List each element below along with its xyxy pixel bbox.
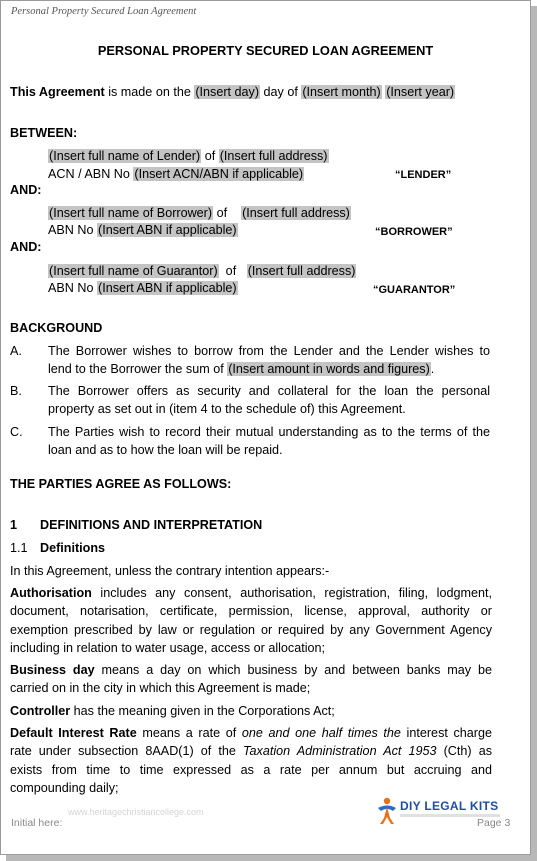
subsection-1-1-number: 1.1 (10, 541, 28, 555)
document-title: PERSONAL PROPERTY SECURED LOAN AGREEMENT (97, 43, 434, 58)
background-b-line-2: property as set out in (item 4 to the schedule of) this Agreement. (48, 402, 406, 417)
logo-text: DIY LEGAL KITS (400, 799, 499, 813)
def-business-day-term: Business day (10, 663, 95, 677)
lender-tag: “LENDER” (395, 169, 452, 181)
borrower-address-field[interactable]: (Insert full address) (242, 206, 350, 220)
lender-of: of (201, 149, 219, 163)
page-shadow-bottom (6, 855, 537, 861)
background-c-label: C. (10, 425, 23, 439)
background-b-text (48, 382, 490, 419)
borrower-name-field[interactable]: (Insert full name of Borrower) (49, 206, 213, 220)
page-shadow-right (531, 6, 537, 861)
subsection-1-1-title: Definitions (40, 541, 106, 555)
page-number: Page 3 (477, 817, 511, 829)
def-authorisation-line-2: document, notarisation, certificate, permission, license, approval, authority or (10, 604, 492, 619)
lender-acn-label: ACN / ABN No (48, 167, 134, 181)
def-default-line-3: exists from time to time expressed as a rate per annum but accruing and (10, 762, 492, 777)
borrower-of: of (213, 206, 242, 220)
initial-here-label: Initial here: (11, 817, 63, 829)
def-business-day-line-2: carried on in the city in which this Agreement is made; (10, 681, 311, 696)
watermark-text: www.heritagechristiancollege.com (68, 807, 204, 817)
definitions-intro: In this Agreement, unless the contrary intention appears:- (10, 564, 330, 578)
def-default-interest-rate (10, 724, 492, 797)
insert-month-field[interactable]: (Insert month) (302, 85, 381, 99)
and-heading-1: AND: (10, 183, 42, 197)
background-c-line-1: The Parties wish to record their mutual understanding as to the terms of the (48, 425, 490, 439)
borrower-line-1 (48, 205, 351, 221)
background-b-label: B. (10, 384, 22, 398)
intro-text-2: day of (260, 85, 302, 99)
intro-lead: This Agreement (10, 85, 105, 99)
def-default-line-4: compounding daily; (10, 780, 119, 795)
background-heading: BACKGROUND (10, 321, 103, 335)
section-1-title: DEFINITIONS AND INTERPRETATION (40, 518, 263, 532)
def-authorisation-term: Authorisation (10, 586, 92, 600)
guarantor-name-field[interactable]: (Insert full name of Guarantor) (49, 264, 218, 278)
intro-text-1: is made on the (104, 85, 195, 99)
borrower-abn-field[interactable]: (Insert ABN if applicable) (98, 223, 237, 237)
guarantor-abn-label: ABN No (48, 281, 97, 295)
lender-acn-field[interactable]: (Insert ACN/ABN if applicable) (134, 167, 304, 181)
background-a-text (48, 342, 490, 379)
borrower-abn-label: ABN No (48, 223, 97, 237)
guarantor-abn-field[interactable]: (Insert ABN if applicable) (98, 281, 237, 295)
guarantor-line-1 (48, 263, 356, 279)
background-b-line-1: The Borrower offers as security and collateral for the loan the personal (48, 384, 490, 398)
insert-year-field[interactable]: (Insert year) (386, 85, 455, 99)
parties-agree-heading: THE PARTIES AGREE AS FOLLOWS: (10, 477, 232, 491)
def-authorisation-line-4: including in relation to water usage, access or allocation; (10, 640, 326, 655)
guarantor-address-field[interactable]: (Insert full address) (247, 264, 356, 278)
background-a-label: A. (10, 344, 22, 358)
background-a-line-2: lend to the Borrower the sum of (Insert amount in words and figures). (48, 362, 435, 377)
insert-day-field[interactable]: (Insert day) (195, 85, 260, 99)
lender-address-field[interactable]: (Insert full address) (219, 149, 328, 163)
def-authorisation-line-1: Authorisation includes any consent, authorisation, registration, filing, lodgment, (10, 586, 492, 600)
def-default-term: Default Interest Rate (10, 726, 137, 740)
loan-amount-field[interactable]: (Insert amount in words and figures) (228, 362, 430, 377)
def-authorisation-line-3: exemption prescribed by law or regulation or required by any Government Agency (10, 622, 492, 637)
def-default-line-1: Default Interest Rate means a rate of one and one half times the interest charge (10, 726, 492, 740)
def-controller: Controller has the meaning given in the Corporations Act; (10, 704, 335, 718)
def-authorisation (10, 584, 492, 657)
background-c-text (48, 423, 490, 460)
lender-name-field[interactable]: (Insert full name of Lender) (49, 149, 201, 163)
running-header: Personal Property Secured Loan Agreement (11, 6, 197, 17)
section-1-number: 1 (10, 518, 18, 532)
borrower-tag: “BORROWER” (375, 226, 453, 238)
background-a-line-1: The Borrower wishes to borrow from the Lender and the Lender wishes to (48, 344, 490, 358)
borrower-line-2 (48, 222, 238, 238)
between-heading: BETWEEN: (10, 126, 78, 140)
logo-figure-icon (376, 797, 398, 825)
def-controller-term: Controller (10, 704, 71, 718)
intro-line (10, 84, 455, 100)
guarantor-tag: “GUARANTOR” (373, 284, 456, 296)
lender-line-2 (48, 166, 304, 182)
lender-line-1 (48, 148, 329, 164)
def-business-day (10, 661, 492, 698)
def-business-day-line-1: Business day means a day on which business by and between banks may be (10, 663, 492, 677)
guarantor-line-2 (48, 280, 238, 296)
guarantor-of: of (218, 264, 247, 278)
and-heading-2: AND: (10, 240, 42, 254)
background-c-line-2: loan and as to how the loan will be repaid. (48, 443, 283, 458)
def-default-line-2: rate under subsection 8AAD(1) of the Taxation Administration Act 1953 (Cth) as (10, 744, 492, 759)
